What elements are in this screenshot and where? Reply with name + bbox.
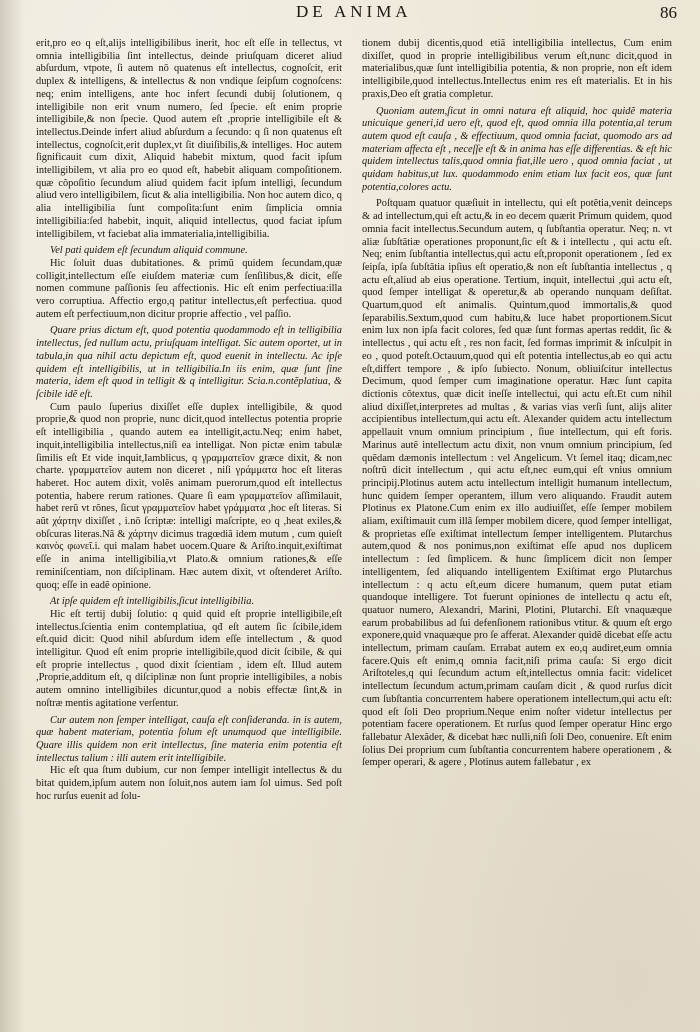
paragraph: Hic ſoluit duas dubitationes. & primũ quidem ſecundam,quæ colligit,intellectum eſſe eiuſdem materiæ cum ſenſilibus,& dicit, eſſe nomen commune paſſionis ſeu affectionis. Hic eſt enim perfectiua:illa vero corruptiua. Affectio ergo,q patitur intellectus,eſt perfectiua. quod autem eſt perfectiuum,non dicitur proprie affectio , vel paſſio. — [36, 257, 342, 320]
lemma-paragraph: Quare prius dictum eſt, quod potentia quodammodo eſt in telligibilia intellectus, ſed nullum actu, priuſquam intelligat. Sic autem oportet, ut in tabula,in qua nihil actu depictum eſt, quod euenit in intellectu. Ac ipſe quidem eſt intelligibilis, ut in telligibilia.In iis enim, quæ ſunt ſine materia, idem eſt quod in telligit & q intelligitur. Scia.n.contẽplatiua, & ſcibile idẽ eſt. — [36, 325, 342, 400]
gutter-shadow — [0, 0, 24, 1032]
paragraph: Hic eſt tertij dubij ſolutio: q quid quid eſt proprie intelligibile,eſt intellectus.ſcientia enim contemplatiua, qđ eſt autem ſic ſcibile,idem eſt.quid dicit: Quod nihil abſurdum idem eſſe intellectum , & quod intelligitur. Quod eſt enim proprie intelligibile,quod dicit ſcibile, & qui eſt proprie intellectus , quod dixit ſcientiam , idem eſt. Illud autem ,Proprie,additum eſt, q diſciplinæ non ſunt proprie intelligibiles, a nobis autem omnino intelligibiles dicuntur,quod a nobis effectæ ſint,& in noſtræ mentis agitatione verſentur. — [36, 608, 342, 709]
lemma-paragraph: Cur autem non ſemper intelligat, cauſa eſt conſideranda. in is autem, quæ habent materiam, potentia ſolum eſt unumquod que intelligibile. Quare illis quidem non erit intellectus, ſine materia enim potentia eſt intellectus talium : illi autem erit intelligibile. — [36, 714, 342, 764]
paragraph: erit,pro eo q eſt,alijs intelligibilibus inerit, hoc eſt eſſe in tellectus, vt omnia intelligibilia ſint intellectus, deinde priuſquam diceret aliud abſurdum, vtpote, ſi autem nõ quatenus eſt intellectus, cognoſcit, erit duplex & intelligens, & intellectus & non vndique ſeipſum cognoſcens: neq; enim intelligens, ante hoc infert ſecundi dubij ſolutionem, q intelligibile non erit vnum numero, ſed ſpecie. eſt enim proprie intelligibile,& non ſpecie. Quod autem eſt ,proprie intelligibile eſt & intellectus.Deinde infert aliud abſurdum a ſecundo: q ſi non quatenus eſt intellectus, cognoſcit,erit duplex,vt ſit diuiſibilis,& intelliges. Hoc autem ſignificauit cum dixit, Aliquid habebit mixtum, quod facit ipſum intelligibilem, vt alia pro eo quod eſt, habebit aliquam compoſitionem. quæ cõpoſitio ſecundum aliud quidem facit ipſum intelligi, ſecundum aliud vero intelligibilem, ſicut & alia intelligibilia. Non hoc autem dico, q alia intelligibilia ſunt compoſita:ſunt enim ſimplicia omnia intelligibilia:ſed habebit, inquit, aliquid intellectus, quod faciat ipſum intelligibilem, vt faciebat alia immaterialia,intelligibilia. — [36, 38, 342, 240]
running-title: DE ANIMA — [296, 2, 412, 21]
lemma-paragraph: Quoniam autem,ſicut in omni natura eſt aliquid, hoc quidẽ materia unicuique generi,id uero eſt, quod eſt, quod omnia illa potentia,al terum autem quod eſt cauſa , & effectiuum, quod omnia faciat, quomodo ars ad materiam affecta eſt , neceſſe eſt & in anima has eſſe differentias. & eſt hic quidem intellectus talis,quod omnia fiat,ille uero , quod omnia faciat , ut quidam habitus,ut lux. quodammodo enim etiam lux facit eos, quæ ſunt potentia,colores actu. — [362, 105, 672, 193]
paragraph: Cum paulo ſuperius dixiſſet eſſe duplex intelligibile, & quod proprie,& quod non proprie, nunc dicit,quod intellectus potentia proprie eſt intelligibilia , quando autem ea intelligit,actu.Neq; enim habet, inquit,intelligibilia intellectus,niſi ea intelligat. Non pictæ enim tabulæ ſimilis eſt Et vide inquit,Iamblicus, q γραμματεῖον græce dixit, & non charte. γραμματεῖον autem non diceret , niſi γράμματα hoc eſt literas haberet. Hoc autem dixit, volẽs animam puerorum,quod eſt intellectus potentia, habere rerum rationes. Quare ſi eam γραμματεῖον aſſimilauit, habet rerũ vt rõnes, ſicut γραμματεῖον habet γράμματα ,hoc eſt literas. Si aũt χάρτην dixiſſet , i.nõ ſcriptæ: intelligi maſcripte, eo q ,heat exiles,& obſcuras literas.Nã & χάρτην dicimus tragœdiã idem mutum , cum quieſt καινὸς φωνεῖ.i. qui malam habet uocem.Quare & Ariſto.inquit,exiſtimat eſſe in anima intelligibilia,vt Plato.& omnium rationes,& eſſe reminiſcentiam, non diſciplinam. Hæc autem dixit, vt oſtenderet Ariſto. quoq; eſſe in eadẽ opinione. — [36, 401, 342, 591]
page-number: 86 — [660, 3, 677, 22]
paragraph: Poſtquam quatuor quæſiuit in intellectu, qui eſt potẽtia,venit deinceps & ad intellectum,qui eſt actu,& in eo decem quærit Primum quidem, quod omnia facit intellectus.Secundum autem, q ſubſtantia operatur. Neq; n. vt aliæ ſubſtãtiæ operationes proponunt,ſic eſt & i intellectu , qui actu eſt. Neq; enim ſubſtantia intellectus,qui actu eſt,proponit operationem , ſed ex ſeipſa, ipſa ſubſtãtia ipſius eſt operatio,& non eſt ſubſtantia intellectus , q actu eſt,aliud ab eius operatione. Tertium, inquit, intellectui ,qui actu eſt, quod ſemper intelligat & operetur,& ab operando nunquam deſiſtat. Quartum,quod eſt animalis. Quintum,quod immortalis,& quod ſeparabilis.Sextum,quod cum habitu,& luce habet proportionem.Sicut enim lux non ipſa facit colores, ſed quæ ſunt formas apertas reddit, ſic & intellectus , qui actu eſt , res non facit, ſed formas imprimit & inſculpit in eo , quod poteſt.Octauum,quod qui eſt potentia intellectus,ab eo qui actu eſt,differt tempore , & ipſo ſubiecto. Nonum, obliuiſcitur intellectus Decimum, quod ſemper cum imaginatione operatur. Hæc ſunt capita dictionis cõtextus, quæ dicit ineſſe intellectui, qui actu eſt.Et cum nihil aliud dixiſſet,interpretes ad multas , & varias vias verſi ſunt, alijs aliter accipientibus intellectum,qui actu eſt. Alexander quidem actu intellectum appellauit vnum omnium principium , ſiue intellectum, qui eſt foris. Marinus autẽ intellectum actu dixit, non vnum omnium principium, ſed quẽdam dæmonis intellectum : vel Angelicum. Vt ſemel itaq; dicam,nec noſtrũ dicit intellectum , qui actu eſt,nec eum,qui eſt vnius omnium principij.Plotinus autem actu intellectum intelligit humanum intellectum, hunc quidem ſemper operantem, illum vero aliquando. Fraudit autem Plotinus ex Platone.Cum enim ex illo audiuiſſet, eſſe ſemper mobilem aliam, exiſtimauit cum illã ſemper mobilem dicere, quod ſemper intelligat, & proprietas eſſe exiſtimat intellectum ſemper intelligentem. Plutarchus autem,quod & nos ponimus,non exiſtimat eſſe apud nos duplicem intellectum : ſed ſimplicem. & hunc ſimplicem dicit non ſemper intelligentem, ſed aliquando intelligentem Exiſtimat ergo Plutarchus intellectum : q actu eſt,eum dicere humanum, quem putat etiam quandoque intelligere. Tot fuerunt opiniones de intellectu q actu eſt, quatuor numero, Alexandri, Marini, Plotini, Plutarchi. Eſt vnaquæque earum probabilibus ad ſui defenſionem rationibus vtitur. & quum eſt ergo exponere,quid vnaquæque pro ſe afferat. Alexander quidẽ dicebat eſſe actu intellectum, primam cauſam. Errabat autem ex eo,q audiret,eum omnia facere.Quis eſt enim,q omnia facit,niſi prima cauſa: Si ergo dicit Ariſtoteles,q qui ſecundum actum eſt,intellectus omnia facit: videlicet intellectum ſecundum actum,primam cauſam dicit , & quod rurſus dicit cum ſubſtantia concurrentem habere operationem intellectum,qui actu eſt: quod eſt ſoli Deo proprium.Neque enim noſter videtur intellectus per potentiam facere operationem. Et rurſus quod ſemper operatur Hinc ergo fallebatur Alexãder, & dicebat hæc nulli,niſi ſoli Deo, conuenire. Eſt enim ſolius Dei proprium cum ſubſtantia concurrentem habere operationem , & ſemper operari, & agere , Plotinus autem fallebatur , ex — [362, 198, 672, 769]
running-head — [0, 2, 700, 42]
left-column — [36, 38, 342, 1026]
right-column — [362, 38, 672, 1026]
lemma-paragraph: Vel pati quidem eſt ſecundum aliquid commune. — [50, 245, 248, 257]
lemma-paragraph: At ipſe quidem eſt intelligibilis,ſicut intelligibilia. — [50, 596, 255, 608]
paragraph: Hic eſt qua ſtum dubium, cur non ſemper intelligit intellectus & du bitat quidem,ipſum autem non ſoluit,nos autem iam ſol uimus. Sed poſt hoc rurſus euenit ad ſolu- — [36, 765, 342, 802]
paragraph: tionem dubij dicentis,quod etiã intelligibilia intellectus, Cum enim dixiſſet, quod in proprie intelligibilibus verum eſt,nunc dicit,quod in materialibus,quæ ſunt intelligibilia potentia, & non proprie, non eſt idem intelligibile,quod intellectus.Intellectus enim res eſt materialis. Et in his praxis,Deo eſt gratia completur. — [362, 38, 672, 100]
